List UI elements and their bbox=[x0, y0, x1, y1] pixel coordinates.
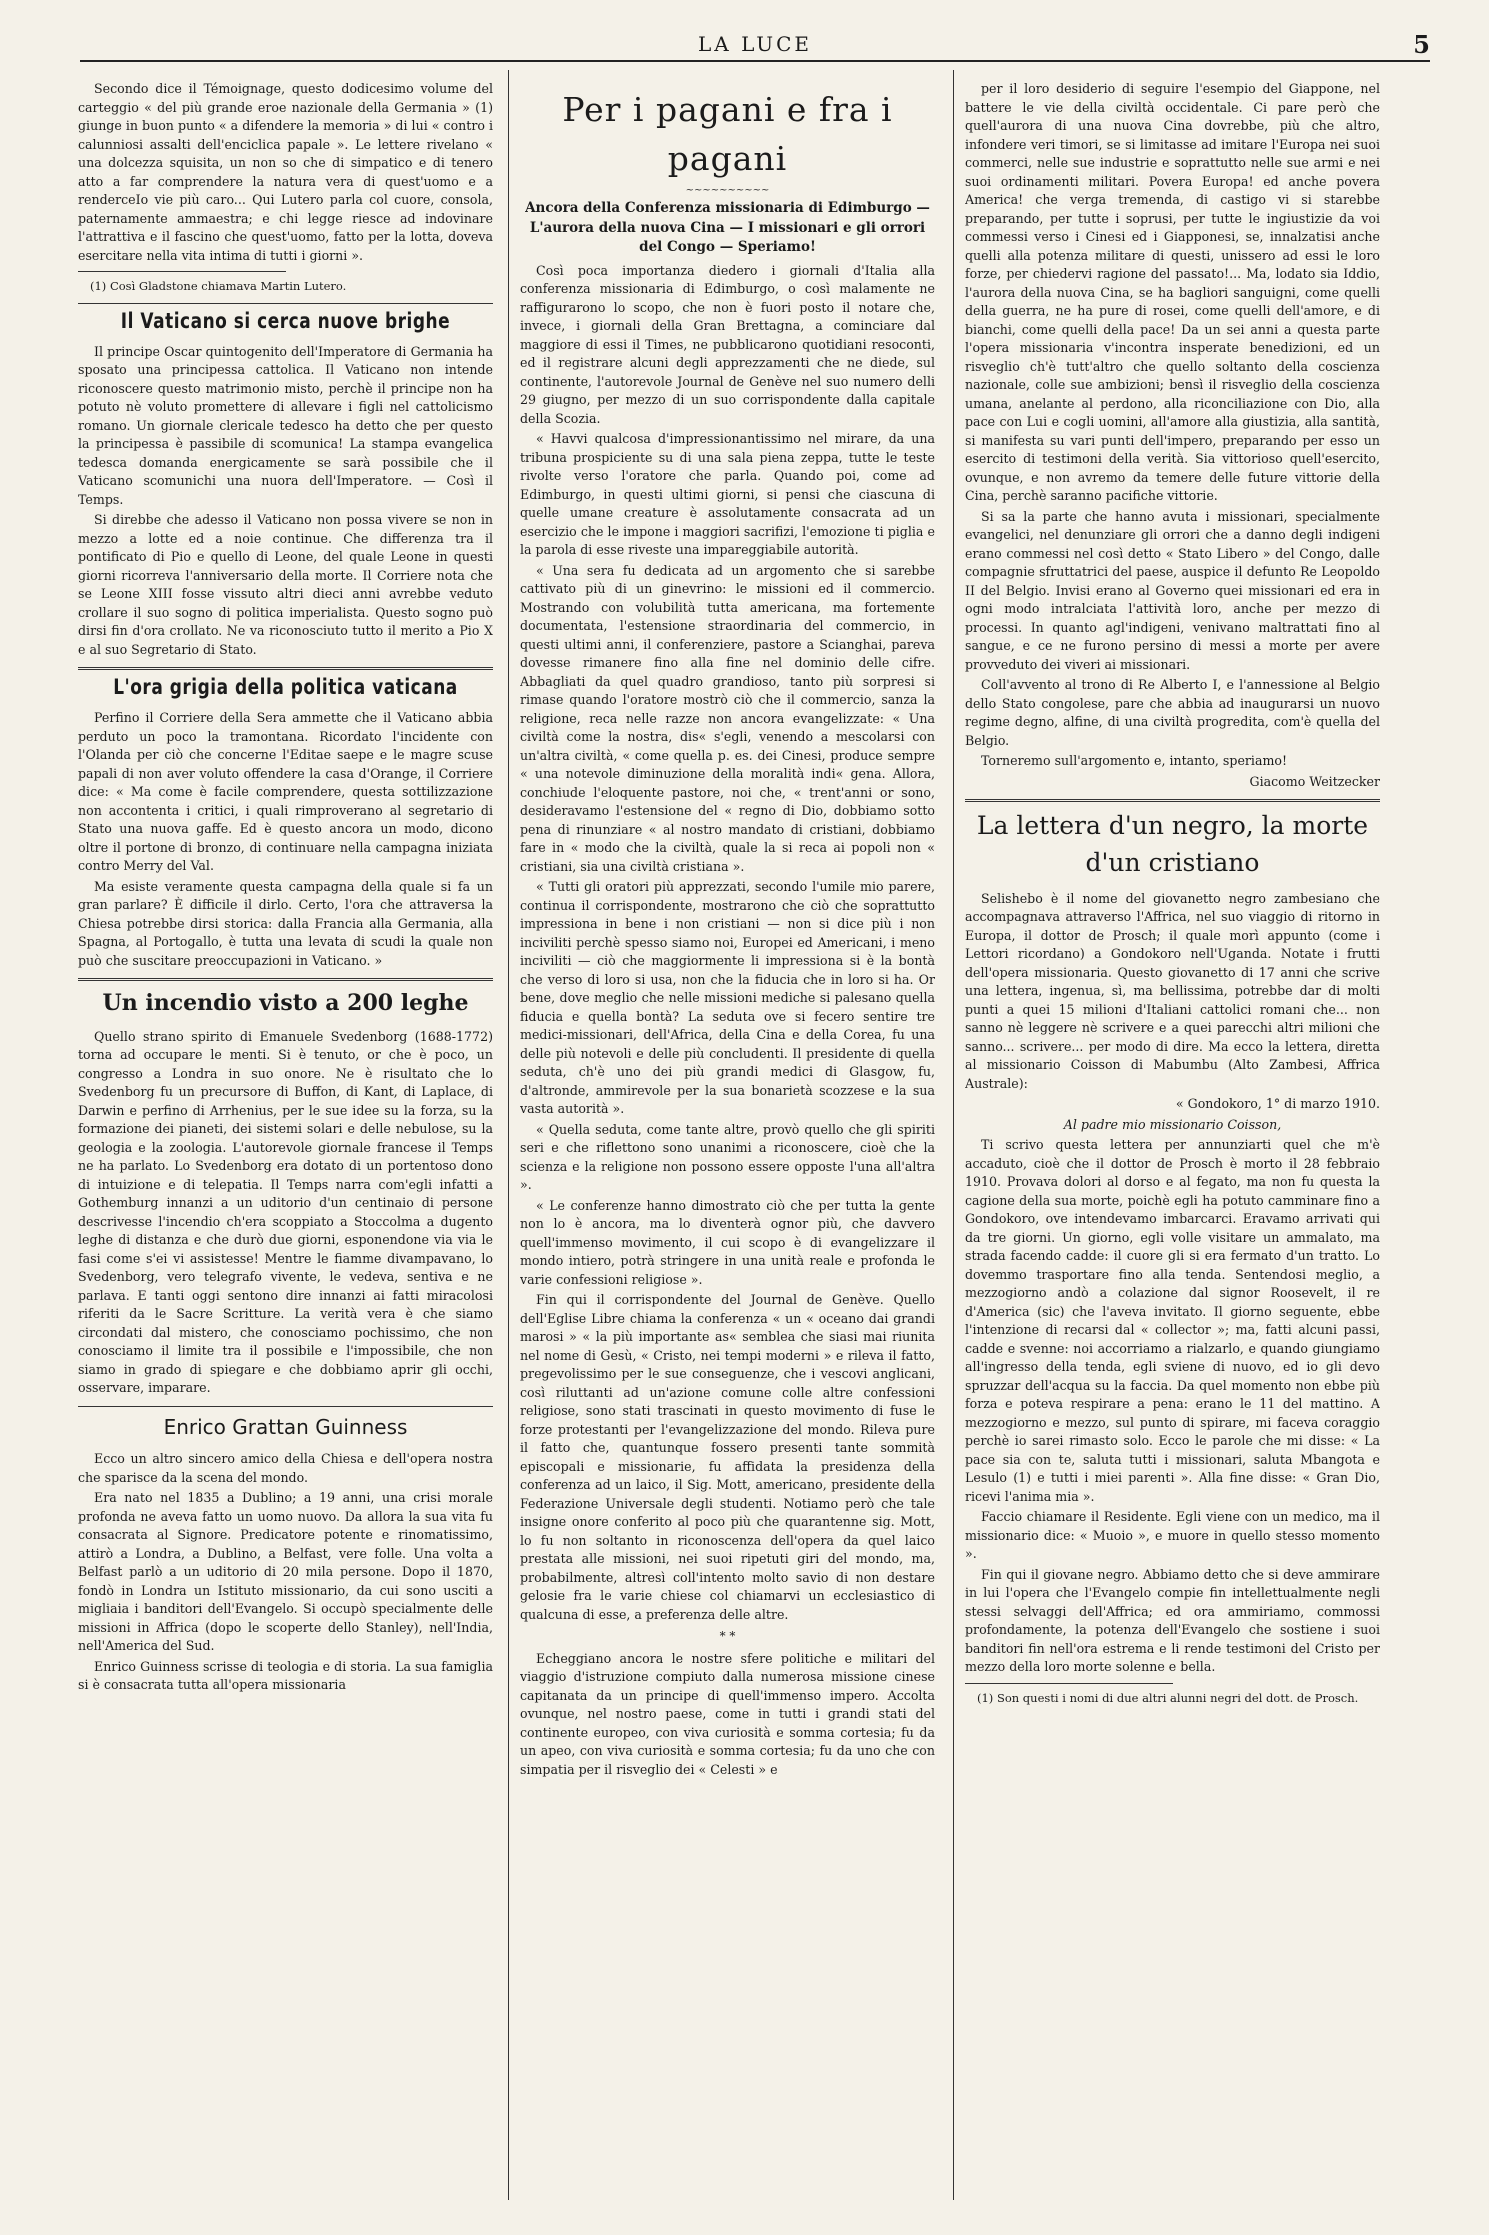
article-headline: L'ora grigia della politica vaticana bbox=[113, 675, 458, 701]
section-rule bbox=[78, 1406, 493, 1407]
section-stars: * * bbox=[719, 1629, 736, 1644]
article-paragraph: Selishebo è il nome del giovanetto negro zambesiano che accompagnava attraverso l'Affrica, nel suo viaggio di ritorno in Europa, il dottor de Prosch; il quale morì appunto (come i Lettori ricordano) a Gondokoro nell'Uganda. Notate i frutti dell'opera missionaria. Questo giovanetto di 17 anni che scrive una lettera, ingenua, sì, ma bellissima, potrebbe dar di molti punti a quei 15 milioni d'Italiani cattolici romani che... non sanno nè leggere nè scrivere e a quei parecchi altri milioni che sanno... scrivere... per modo di dire. Ma ecco la lettera, diretta al missionario Coisson di Mabumbu (Alto Zambesi, Affrica Australe): bbox=[965, 890, 1380, 1091]
article-subheadline: Ancora della Conferenza missionaria di Edimburgo — L'aurora della nuova Cina — I missionari e gli orrori del Congo — Speriamo! bbox=[525, 200, 930, 256]
headline-ornament: ~~~~~~~~~~ bbox=[685, 185, 770, 196]
article-headline: La lettera d'un negro, la morte d'un cristiano bbox=[976, 811, 1369, 877]
footnote: (1) Così Gladstone chiamava Martin Lutero. bbox=[90, 279, 347, 293]
column-1 bbox=[78, 80, 493, 2200]
article-headline: Per i pagani e fra i pagani bbox=[562, 90, 893, 178]
column-divider bbox=[508, 70, 509, 2200]
article-headline: Un incendio visto a 200 leghe bbox=[102, 990, 469, 1017]
letter-paragraph: Ti scrivo questa lettera per annunziarti quel che m'è accaduto, cioè che il dottor de Prosch è morto il 28 febbraio 1910. Provava dolori al dorso e al fegato, ma non fu questa la cagione della sua morte, poichè egli ha potuto camminare fino a Gondokoro, ove intendevamo imbarcarci. Eravamo arrivati qui da tre giorni. Un giorno, egli volle visitare un ammalato, ma strada facendo cadde: il cuore gli si era fermato d'un tratto. Lo dovemmo trasportare fino alla tenda. Sentendosi meglio, a mezzogiorno andò a colazione dal signor Roosevelt, il re d'America (sic) che l'aveva invitato. Il giorno seguente, ebbe l'intenzione di recarsi dal « collector »; ma, fatti alcuni passi, cadde e svenne: noi accorriamo a rialzarlo, e quando giungiamo all'ingresso della tenda, egli sviene di nuovo, ed io gli devo spruzzar dell'acqua su la faccia. Da quel momento non ebbe più forza e poteva respirare a pena: erano le 11 del mattino. A mezzogiorno e mezzo, sul punto di spirare, mi faceva coraggio perchè io sarei rimasto solo. Ecco le parole che mi disse: « La pace sia con te, saluta tutti i missionari, saluta Mbangota e Lesulo (1) e tutti i miei parenti ». Alla fine disse: « Gran Dio, ricevi l'anima mia ». bbox=[965, 1137, 1380, 1504]
section-rule bbox=[965, 799, 1380, 802]
footnote-rule bbox=[78, 271, 286, 272]
article-paragraph: « Tutti gli oratori più apprezzati, secondo l'umile mio parere, continua il corrispondente, mostrarono che ciò che soprattutto impressiona in bene i non cristiani — non si dice più i non inciviliti perchè spesso siamo noi, Europei ed Americani, i meno inciviliti — ciò che maggiormente li impressiona si è la bontà che verso di loro si usa, non che la fiducia che in loro si ha. Or bene, dove meglio che nelle missioni mediche si palesano quella fiducia e quella bontà? La seduta ove si fecero sentire tre medici-missionari, dell'Africa, della Cina e della Corea, fu una delle più notevoli e delle più concludenti. Il presidente di quella seduta, ch'è uno dei più grandi medici di Glasgow, fu, d'altronde, ammirevole per la sua bonarietà scozzese e la sua vasta autorità ». bbox=[520, 879, 935, 1117]
article-paragraph: Perfino il Corriere della Sera ammette che il Vaticano abbia perduto un poco la tramontana. Ricordato l'incidente con l'Olanda per ciò che concerne l'Editae saepe e le magre scuse papali di non aver voluto offendere la casa d'Orange, il Corriere dice: « Ma come è facile comprendere, questa sottilizzazione non accontenta i critici, i quali rimproverano al segretario di Stato una nuova gaffe. Ed è questo ancora un modo, dicono oltre il portone di bronzo, di continuare nella campagna iniziata contro Merry del Val. bbox=[78, 710, 493, 874]
article-paragraph: « Havvi qualcosa d'impressionantissimo nel mirare, da una tribuna prospiciente su di una sala piena zeppa, tutte le teste rivolte verso l'oratore che parla. Quando poi, come ad Edimburgo, in questi ultimi giorni, si pensi che ciascuna di quelle umane creature è assolutamente consacrata ad un esercizio che le impone i maggiori sacrifizi, l'emozione ti piglia e la parola di esse riveste una impareggiabile autorità. bbox=[520, 431, 935, 558]
letter-salutation: Al padre mio missionario Coisson, bbox=[1063, 1116, 1282, 1132]
section-rule bbox=[78, 667, 493, 670]
article-paragraph: Fin qui il corrispondente del Journal de Genève. Quello dell'Eglise Libre chiama la conferenza « un « oceano dai grandi marosi » « la più importante as« semblea che siasi mai riunita nel nome di Gesù, « Cristo, nei tempi moderni » e rileva il fatto, pregevolissimo per le sue conseguenze, che i vescovi anglicani, così riluttanti ad un'azione comune colle altre confessioni religiose, sono stati trascinati in questo movimento di fuse le forze protestanti per l'evangelizzazione del mondo. Rileva pure il fatto che, quantunque fossero presenti tante sommità episcopali e missionarie, fu affidata la presidenza della conferenza ad un laico, il Sig. Mott, americano, presidente della Federazione Universale degli studenti. Notiamo però che tale insigne onore conferito al poco più che quarantenne sig. Mott, lo fu non soltanto in riconoscenza dell'opera da quel laico prestata alle missioni, nei suoi ripetuti giri del mondo, ma, probabilmente, altresì coll'intento molto savio di non destare gelosie fra le varie chiese col chiamarvi un ecclesiastico di qualcuna di esse, a preferenza delle altre. bbox=[520, 1292, 935, 1622]
article-paragraph: Era nato nel 1835 a Dublino; a 19 anni, una crisi morale profonda ne aveva fatto un uomo nuovo. Da allora la sua vita fu consacrata al Signore. Predicatore potente e rinomatissimo, attirò a Londra, a Dublino, a Belfast, vere folle. Una volta a Belfast parlò a un uditorio di 20 mila persone. Dopo il 1870, fondò in Londra un Istituto missionario, da cui sono usciti a migliaia i banditori dell'Evangelo. Si occupò specialmente delle missioni in Affrica (dopo le scoperte dello Stanley), nell'India, nell'America del Sud. bbox=[78, 1490, 493, 1654]
section-rule bbox=[78, 978, 493, 981]
article-paragraph: Si sa la parte che hanno avuta i missionari, specialmente evangelici, nel denunziare gli orrori che a danno degli indigeni erano commessi nel così detto « Stato Libero » del Congo, dalle compagnie sfruttatrici del paese, auspice il defunto Re Leopoldo II del Belgio. Invisi erano al Governo quei missionari ed era in ogni modo intralciata l'attività loro, anche per mezzo di processi. In quanto agl'indigeni, venivano maltrattati fino al sangue, e ce ne furono persino di messi a morte per avere provveduto dei viveri ai missionari. bbox=[965, 508, 1380, 672]
letter-paragraph: Faccio chiamare il Residente. Egli viene con un medico, ma il missionario dice: « Muoio », e muore in quello stesso momento ». bbox=[965, 1509, 1380, 1561]
letter-dateline: « Gondokoro, 1° di marzo 1910. bbox=[1175, 1096, 1380, 1111]
article-paragraph: Secondo dice il Témoignage, questo dodicesimo volume del carteggio « del più grande eroe nazionale della Germania » (1) giunge in buon punto « a difendere la memoria » di lui « contro i calunniosi assalti dell'enciclica papale ». Le lettere rivelano « una dolcezza squisita, un non so che di simpatico e di tenero atto a far comprendere la natura vera di quest'uomo e a renderceIo vie più caro... Qui Lutero parla col cuore, consola, paternamente ammaestra; e chi legge riesce ad indovinare l'attrattiva e il fascino che quest'uomo, fatto per la lotta, doveva esercitare nella vita intima di tutti i giorni ». bbox=[78, 81, 493, 263]
article-paragraph: Il principe Oscar quintogenito dell'Imperatore di Germania ha sposato una principessa cattolica. Il Vaticano non intende riconoscere questo matrimonio misto, perchè il principe non ha potuto nè voluto promettere di allevare i figli nel cattolicismo romano. Un giornale clericale tedesco ha detto che per questo la principessa è passibile di scomunica! La stampa evangelica tedesca domanda energicamente se sarà possibile che il Vaticano scomunichi una nuora dell'Imperatore. — Così il Temps. bbox=[78, 343, 493, 507]
paper-name: LA LUCE bbox=[697, 32, 813, 56]
article-paragraph: per il loro desiderio di seguire l'esempio del Giappone, nel battere le vie della civiltà occidentale. Ci pare però che quell'aurora di una nuova Cina dovrebbe, più che altro, infondere veri timori, se si limitasse ad imitare l'Europa nei suoi commerci, nelle sue industrie e soprattutto nelle sue armi e nei suoi ordinamenti militari. Povera Europa! ed anche povera America! che verga tremenda, di castigo vi si starebbe preparando, per tutte i soprusi, per tutte le ingiustizie da voi commessi verso i Cinesi ed i Giapponesi, se, innalzatisi anche quelli alla potenza militare di questi, unissero ad essi le loro forze, per chiedervi ragione del passato!... Ma, lodato sia Iddio, l'aurora della nuova Cina, se ha bagliori sanguigni, come quelli della guerra, ne ha pure di rosei, come quelli dell'amore, e di bianchi, come quelli della pace! Da un sei anni a questa parte l'opera missionaria v'incontra insperate benedizioni, ed un risveglio ch'è tutt'altro che quello soltanto della coscienza nazionale, colle sue ambizioni; bensì il risveglio della coscienza umana, anelante al perdono, alla riconciliazione con Dio, alla pace con Lui e cogli uomini, all'amore alla giustizia, alla santità, si manifesta su vari punti dell'impero, preparando per esso un esercito di testimoni della verità. Sia vittorioso quell'esercito, ovunque, e non avremo da temere delle future vittorie della Cina, perchè saranno pacifiche vittorie. bbox=[965, 81, 1380, 503]
article-paragraph: « Una sera fu dedicata ad un argomento che si sarebbe cattivato più di un ginevrino: le missioni ed il commercio. Mostrando con volubilità tutta americana, ma fortemente documentata, l'estensione straordinaria del commercio, in questi ultimi anni, il conferenziere, pastore a Scianghai, pareva dovesse rimanere fino alla fine nel dominio delle cifre. Abbagliati da quel quadro grandioso, tanto più sorpresi si rimase quando l'oratore mostrò ciò che il commercio, sanza la religione, reca nelle razze non ancora evangelizzate: « Una civiltà come la nostra, dis« s'egli, venendo a mescolarsi con un'altra civiltà, « come quella p. es. dei Cinesi, produce sempre « una notevole diminuzione della moralità indi« gena. Allora, conchiude l'eloquente pastore, noi che, « trent'anni or sono, desideravamo l'estensione del « regno di Dio, dobbiamo sotto pena di rinunziare « al nostro mandato di cristiani, dobbiamo fare in « modo che la civiltà, quale la si reca ai popoli non « cristiani, sia una civiltà cristiana ». bbox=[520, 562, 935, 874]
article-paragraph: « Le conferenze hanno dimostrato ciò che per tutta la gente non lo è ancora, ma lo diventerà ognor più, che davvero quell'immenso movimento, il cui scopo è di evangelizzare il mondo intiero, potrà stringere in una unità reale e profonda le varie confessioni religiose ». bbox=[520, 1197, 935, 1287]
article-paragraph: Ma esiste veramente questa campagna della quale si fa un gran parlare? È difficile il dirlo. Certo, l'ora che attraversa la Chiesa potrebbe dirsi storica: dalla Francia alla Germania, alla Spagna, al Portogallo, è tutta una levata di scudi la quale non può che suscitare preoccupazioni in Vaticano. » bbox=[78, 878, 493, 968]
article-paragraph: Torneremo sull'argomento e, intanto, speriamo! bbox=[981, 753, 1288, 768]
article-paragraph: Quello strano spirito di Emanuele Svedenborg (1688-1772) torna ad occupare le menti. Si è tenuto, or che è poco, un congresso a Londra in suo onore. Ne è risultato che lo Svedenborg fu un precursore di Buffon, di Kant, di Laplace, di Darwin e perfino di Arrhenius, per le sue idee su la forza, su la formazione dei pianeti, dei sistemi solari e delle nebulose, su la geologia e la zoologia. L'autorevole giornale francese il Temps ne ha parlato. Lo Svedenborg era dotato di un portentoso dono di intuizione e di telepatia. Il Temps narra com'egli infatti a Gothemburg innanzi a un uditorio d'un centinaio di persone descrivesse l'incendio ch'era scoppiato a Stoccolma a dugento leghe di distanza e che durò due giorni, esponendone via via le fasi come s'ei vi assistesse! Mentre le fiamme divampavano, lo Svedenborg, vero telegrafo vivente, le vedeva, sentiva e ne parlava. E tanti oggi sentono dire innanzi ai fatti miracolosi riferiti da le Sacre Scritture. La verità vera è che siamo circondati dal mistero, che conosciamo pochissimo, che non conosciamo il limite tra il possibile e l'impossibile, che non siamo in grado di spiegare e che dobbiamo aprir gli occhi, osservare, imparare. bbox=[78, 1028, 493, 1396]
article-paragraph: Si direbbe che adesso il Vaticano non possa vivere se non in mezzo a lotte ed a noie continue. Che differenza tra il pontificato di Pio e quello di Leone, del quale Leone in questi giorni ricorreva l'anniversario della morte. Il Corriere nota che se Leone XIII fosse vissuto altri dieci anni avrebbe veduto crollare il suo sogno di politica imperialista. Questo sogno può dirsi fin d'ora crollato. Ne va riconosciuto tutto il merito a Pio X e al suo Segretario di Stato. bbox=[78, 512, 493, 657]
article-paragraph: Coll'avvento al trono di Re Alberto I, e l'annessione al Belgio dello Stato congolese, pare che abbia ad inaugurarsi un nuovo regime degno, alfine, di una civiltà progredita, com'è quella del Belgio. bbox=[965, 677, 1380, 748]
article-headline: Enrico Grattan Guinness bbox=[163, 1414, 408, 1439]
masthead bbox=[80, 30, 1430, 62]
column-2 bbox=[520, 80, 935, 2200]
page-number: 5 bbox=[1413, 30, 1430, 59]
section-rule bbox=[78, 303, 493, 304]
article-paragraph: Enrico Guinness scrisse di teologia e di storia. La sua famiglia si è consacrata tutta all'opera missionaria bbox=[78, 1658, 493, 1693]
article-paragraph: Fin qui il giovane negro. Abbiamo detto che si deve ammirare in lui l'opera che l'Evangelo compie fin intellettualmente negli stessi selvaggi dell'Affrica; ed ora ammiriamo, commossi profondamente, la potenza dell'Evangelo che sostiene i suoi banditori fin nell'ora estrema e li rende testimoni del Cristo per mezzo della loro morte solenne e bella. bbox=[965, 1566, 1380, 1674]
author-signature: Giacomo Weitzecker bbox=[1249, 773, 1380, 789]
article-paragraph: Ecco un altro sincero amico della Chiesa e dell'opera nostra che sparisce da la scena del mondo. bbox=[78, 1451, 493, 1485]
footnote: (1) Son questi i nomi di due altri alunni negri del dott. de Prosch. bbox=[977, 1690, 1359, 1705]
footnote-rule bbox=[965, 1683, 1173, 1684]
column-divider bbox=[953, 70, 954, 2200]
article-headline: Il Vaticano si cerca nuove brighe bbox=[120, 309, 451, 335]
column-3 bbox=[965, 80, 1380, 2200]
article-paragraph: Echeggiano ancora le nostre sfere politiche e militari del viaggio d'istruzione compiuto dalla numerosa missione cinese capitanata da un principe di quell'immenso impero. Accolta ovunque, nel nostro paese, come in tutti i grandi stati del continente europeo, con viva curiosità e somma cortesia; fu da un apeo, con viva curiosità e somma cortesia; fu da uno che con simpatia per il risveglio dei « Celesti » e bbox=[520, 1650, 935, 1777]
article-paragraph: Così poca importanza diedero i giornali d'Italia alla conferenza missionaria di Edimburgo, o così malamente ne raffigurarono lo scopo, che non è fuori posto il notare che, invece, i giornali della Gran Brettagna, a cominciare dal maggiore di essi il Times, ne pubblicarono quotidiani resoconti, ed il registrare alcuni degli apprezzamenti che ne diede, sul continente, l'autorevole Journal de Genève nel suo numero delli 29 giugno, per mezzo di un suo corrispondente dalla capitale della Scozia. bbox=[520, 262, 935, 426]
article-paragraph: « Quella seduta, come tante altre, provò quello che gli spiriti seri e che riflettono sono unanimi a riconoscere, cioè che la scienza e la religione non possono essere opposte l'una all'altra ». bbox=[520, 1121, 935, 1193]
